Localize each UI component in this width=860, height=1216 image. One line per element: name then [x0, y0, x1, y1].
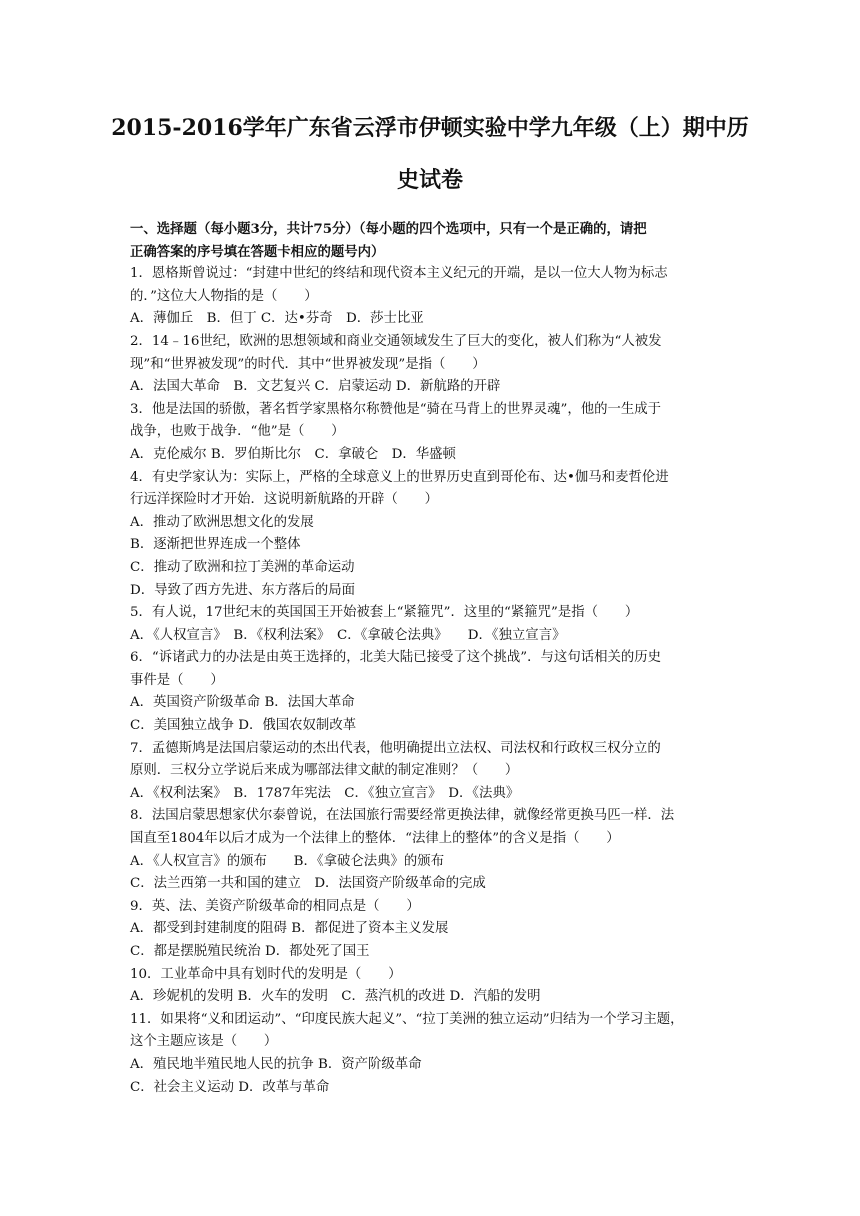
text-line: 5．有人说，17世纪末的英国国王开始被套上“紧箍咒”．这里的“紧箍咒”是指（ ） [130, 605, 639, 621]
text-line: 原则．三权分立学说后来成为哪部法律文献的制定准则？（ ） [130, 763, 519, 779]
text-line: 3．他是法国的骄傲，著名哲学家黑格尔称赞他是“骑在马背上的世界灵魂”，他的一生成于 [130, 401, 662, 417]
text-line: 国直至1804年以后才成为一个法律上的整体．“法律上的整体”的含义是指（ ） [130, 831, 620, 847]
text-line: C．社会主义运动 D．改革与革命 [130, 1079, 330, 1095]
exam-title [100, 102, 760, 206]
text-line: A．薄伽丘 B．但丁 C．达•芬奇 D．莎士比亚 [130, 311, 424, 327]
text-line: C．法兰西第一共和国的建立 D．法国资产阶级革命的完成 [130, 876, 486, 892]
text-line: 7．孟德斯鸠是法国启蒙运动的杰出代表，他明确提出立法权、司法权和行政权三权分立的 [130, 740, 661, 756]
text-line: 10．工业革命中具有划时代的发明是（ ） [130, 966, 402, 982]
text-line: A．克伦威尔 B．罗伯斯比尔 C．拿破仑 D．华盛顿 [130, 446, 456, 462]
text-line: 这个主题应该是（ ） [130, 1034, 278, 1050]
text-line: 11．如果将“义和团运动”、“印度民族大起义”、“拉丁美洲的独立运动”归结为一个学习主题， [130, 1011, 684, 1027]
text-line: 1．恩格斯曾说过：“封建中世纪的终结和现代资本主义纪元的开端，是以一位大人物为标志 [130, 266, 668, 282]
section-header-line-2: 正确答案的序号填在答题卡相应的题号内） [130, 243, 385, 260]
text-line: A．都受到封建制度的阻碍 B．都促进了资本主义发展 [130, 921, 449, 937]
text-line: C．推动了欧洲和拉丁美洲的革命运动 [130, 559, 355, 575]
text-line: 8．法国启蒙思想家伏尔泰曾说，在法国旅行需要经常更换法律，就像经常更换马匹一样．法 [130, 808, 675, 824]
text-line: C．美国独立战争 D．俄国农奴制改革 [130, 718, 357, 734]
title-line-2: 史试卷 [396, 167, 463, 193]
question-section [130, 218, 732, 1099]
section-header-line-1: 一、选择题（每小题3分，共计75分）（每小题的四个选项中，只有一个是正确的，请把 [130, 221, 647, 237]
text-line: 行远洋探险时才开始．这说明新航路的开辟（ ） [130, 492, 438, 508]
text-line: 事件是（ ） [130, 672, 224, 688]
text-line: A．法国大革命 B．文艺复兴 C．启蒙运动 D．新航路的开辟 [130, 379, 501, 395]
text-line: 6．“诉诸武力的办法是由英王选择的，北美大陆已接受了这个挑战”．与这句话相关的历史 [130, 650, 662, 666]
text-line: 战争，也败于战争．“他”是（ ） [130, 424, 345, 440]
text-line: 2．14﹣16世纪，欧洲的思想领域和商业交通领域发生了巨大的变化，被人们称为“人被发 [130, 333, 662, 349]
text-line: A．殖民地半殖民地人民的抗争 B．资产阶级革命 [130, 1056, 422, 1072]
text-line: 4．有史学家认为：实际上，严格的全球意义上的世界历史直到哥伦布、达•伽马和麦哲伦进 [130, 469, 669, 485]
title-line-1: 2015-2016学年广东省云浮市伊顿实验中学九年级（上）期中历 [111, 115, 749, 141]
text-line: B．逐渐把世界连成一个整体 [130, 537, 301, 553]
question-lines [130, 263, 732, 1099]
text-line: A．《人权宣言》 B．《权利法案》 C．《拿破仑法典》 D．《独立宣言》 [130, 627, 566, 643]
text-line: 现”和“世界被发现”的时代．其中“世界被发现”是指（ ） [130, 356, 486, 372]
text-line: A．推动了欧洲思想文化的发展 [130, 514, 314, 530]
text-line: A．珍妮机的发明 B．火车的发明 C．蒸汽机的改进 D．汽船的发明 [130, 989, 541, 1005]
text-line: A．《权利法案》 B．1787年宪法 C．《独立宣言》 D．《法典》 [130, 785, 520, 801]
text-line: A．英国资产阶级革命 B．法国大革命 [130, 695, 355, 711]
text-line: 的．”这位大人物指的是（ ） [130, 288, 318, 304]
text-line: A．《人权宣言》的颁布 B．《拿破仑法典》的颁布 [130, 853, 445, 869]
text-line: D．导致了西方先进、东方落后的局面 [130, 582, 355, 598]
text-line: 9．英、法、美资产阶级革命的相同点是（ ） [130, 898, 420, 914]
text-line: C．都是摆脱殖民统治 D．都处死了国王 [130, 944, 370, 959]
